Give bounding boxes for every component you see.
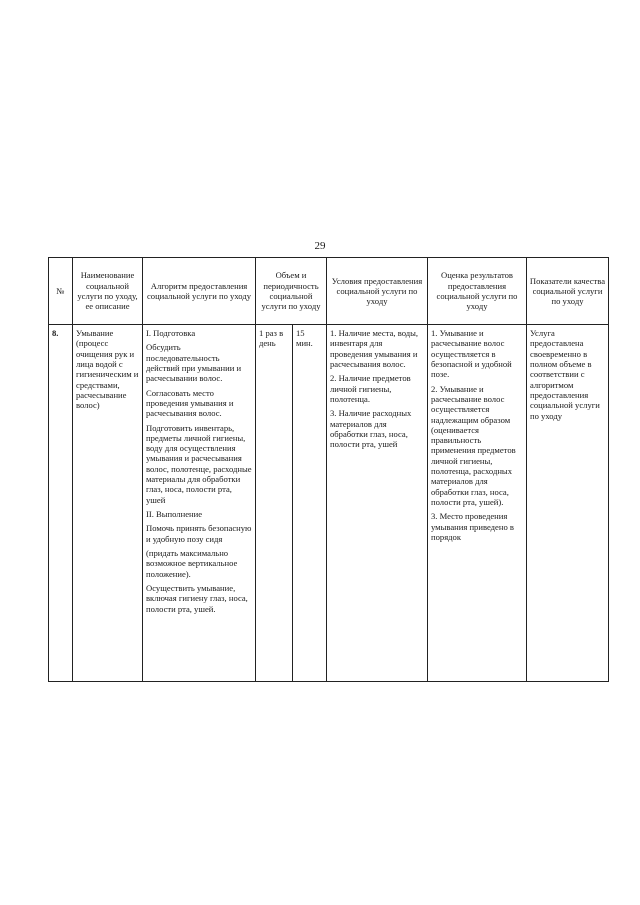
header-num: № <box>49 258 73 325</box>
table-row <box>49 325 609 682</box>
condition-item: 2. Наличие предметов личной гигиены, полотенца. <box>330 373 411 404</box>
row-algorithm <box>143 325 256 682</box>
condition-item: 1. Наличие места, воды, инвентаря для проведения умывания и расчесывания волос. <box>330 328 419 369</box>
header-algorithm: Алгоритм предоставления социальной услуги по уходу <box>143 258 256 325</box>
evaluation-item: 1. Умывание и расчесывание волос осуществляется в безопасной и удобной позе. <box>431 328 512 380</box>
algorithm-step: Обсудить последовательность действий при умывании и расчесывании волос. <box>146 342 242 384</box>
row-indicators: Услуга предоставлена своевременно в полном объеме в соответствии с алгоритмом предоставления социальной услуги по уходу <box>527 325 609 682</box>
row-name: Умывание (процесс очищения рук и лица водой с гигиеническим и средствами, расчесывание волос) <box>73 325 143 682</box>
header-evaluation: Оценка результатов предоставления социальной услуги по уходу <box>428 258 527 325</box>
row-frequency: 1 раз в день <box>256 325 293 682</box>
algorithm-step: (придать максимально возможное вертикальное положение). <box>146 547 238 579</box>
algorithm-step: Согласовать место проведения умывания и расчесывания волос. <box>146 387 234 419</box>
algorithm-step: Помочь принять безопасную и удобную позу сидя <box>146 523 252 544</box>
condition-item: 3. Наличие расходных материалов для обработки глаз, носа, полости рта, ушей <box>330 408 412 450</box>
header-name: Наименование социальной услуги по уходу, ее описание <box>73 258 143 325</box>
row-evaluation <box>428 325 527 682</box>
services-table <box>48 257 609 682</box>
row-conditions <box>327 325 428 682</box>
algorithm-step: Осуществить умывание, включая гигиену глаз, носа, полости рта, ушей. <box>146 582 248 614</box>
evaluation-item: 2. Умывание и расчесывание волос осуществляется надлежащим образом (оценивается правильность применения предметов личной гигиены, полотенца, расходных материалов для обработки глаз, носа, полости рта, ушей). <box>431 383 516 507</box>
algorithm-step: II. Выполнение <box>146 509 203 519</box>
page-number: 29 <box>314 240 326 252</box>
header-conditions: Условия предоставления социальной услуги по уходу <box>327 258 428 325</box>
row-duration: 15 мин. <box>293 325 327 682</box>
algorithm-step: Подготовить инвентарь, предметы личной гигиены, воду для осуществления умывания и расчесывания волос, полотенце, расходные материалы для обработки глаз, носа, полости рта, ушей <box>146 422 252 505</box>
header-volume: Объем и периодичность социальной услуги по уходу <box>256 258 327 325</box>
evaluation-item: 3. Место проведения умывания приведено в порядок <box>431 511 514 542</box>
table-header-row <box>49 258 609 325</box>
header-indicators: Показатели качества социальной услуги по уходу <box>527 258 609 325</box>
row-num: 8. <box>49 325 73 682</box>
algorithm-step: I. Подготовка <box>146 328 196 338</box>
